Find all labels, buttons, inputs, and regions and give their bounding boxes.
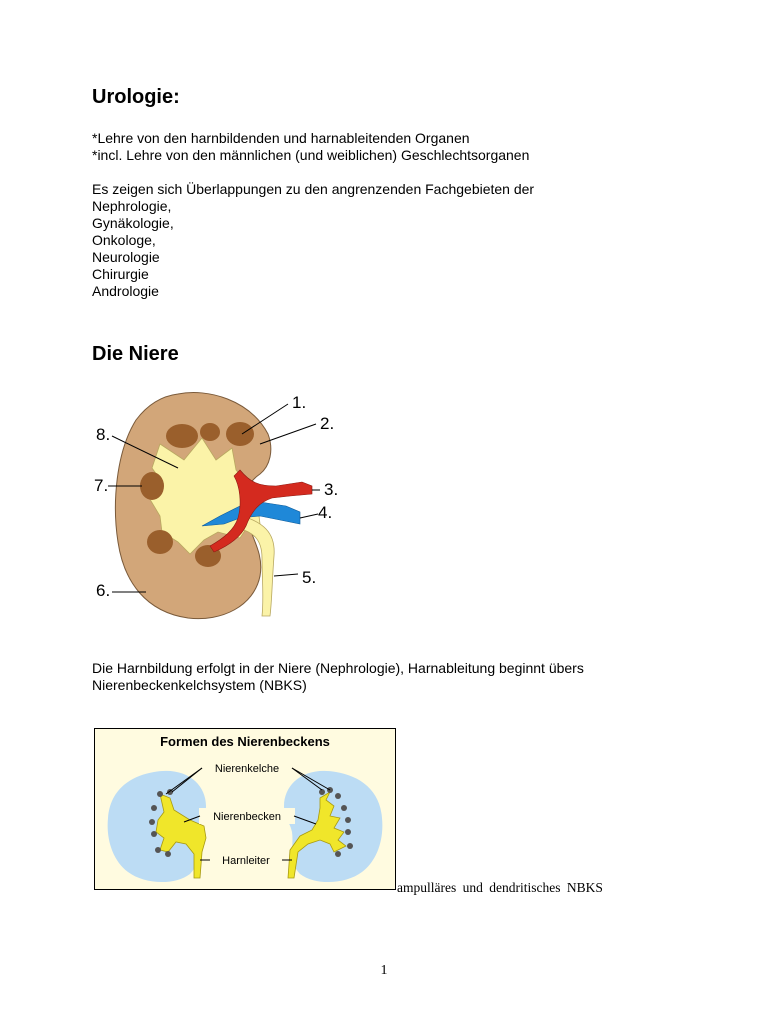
heading-urologie: Urologie:	[92, 86, 180, 108]
overlap-intro: Es zeigen sich Überlappungen zu den angrenzenden Fachgebieten der	[92, 181, 535, 197]
field-item: Gynäkologie,	[92, 215, 174, 231]
kidney-label-2: 2.	[320, 414, 335, 433]
nierenbecken-forms-diagram	[94, 728, 396, 890]
field-item: Onkologe,	[92, 232, 156, 248]
definition-line: *incl. Lehre von den männlichen (und weiblichen) Geschlechtsorganen	[92, 147, 530, 163]
overlap-section	[92, 181, 534, 300]
label-nierenbecken: Nierenbecken	[213, 811, 281, 823]
label-nierenkelche: Nierenkelche	[214, 763, 280, 775]
kidney-label-6: 6.	[96, 581, 111, 600]
label-harnleiter: Harnleiter	[222, 855, 270, 867]
page-number: 1	[380, 963, 388, 978]
kidney-label-1: 1.	[292, 393, 307, 412]
heading-niere: Die Niere	[92, 343, 179, 365]
kidney-label-4: 4.	[318, 503, 333, 522]
kidney-diagram	[90, 386, 350, 626]
field-item: Andrologie	[92, 283, 159, 299]
field-item: Nephrologie,	[92, 198, 172, 214]
kidney-label-7: 7.	[94, 476, 109, 495]
harnbildung-paragraph	[92, 660, 584, 694]
definition-list	[92, 130, 529, 164]
field-item: Chirurgie	[92, 266, 149, 282]
kidney-label-3: 3.	[324, 480, 339, 499]
paragraph-line: Nierenbeckenkelchsystem (NBKS)	[92, 677, 307, 693]
figure-caption: ampulläres und dendritisches NBKS	[397, 880, 603, 895]
forms-title: Formen des Nierenbeckens	[160, 734, 330, 749]
paragraph-line: Die Harnbildung erfolgt in der Niere (Nephrologie), Harnableitung beginnt übers	[92, 660, 584, 676]
definition-line: *Lehre von den harnbildenden und harnableitenden Organen	[92, 130, 470, 146]
field-item: Neurologie	[92, 249, 160, 265]
kidney-label-8: 8.	[96, 425, 111, 444]
kidney-label-5: 5.	[302, 568, 317, 587]
